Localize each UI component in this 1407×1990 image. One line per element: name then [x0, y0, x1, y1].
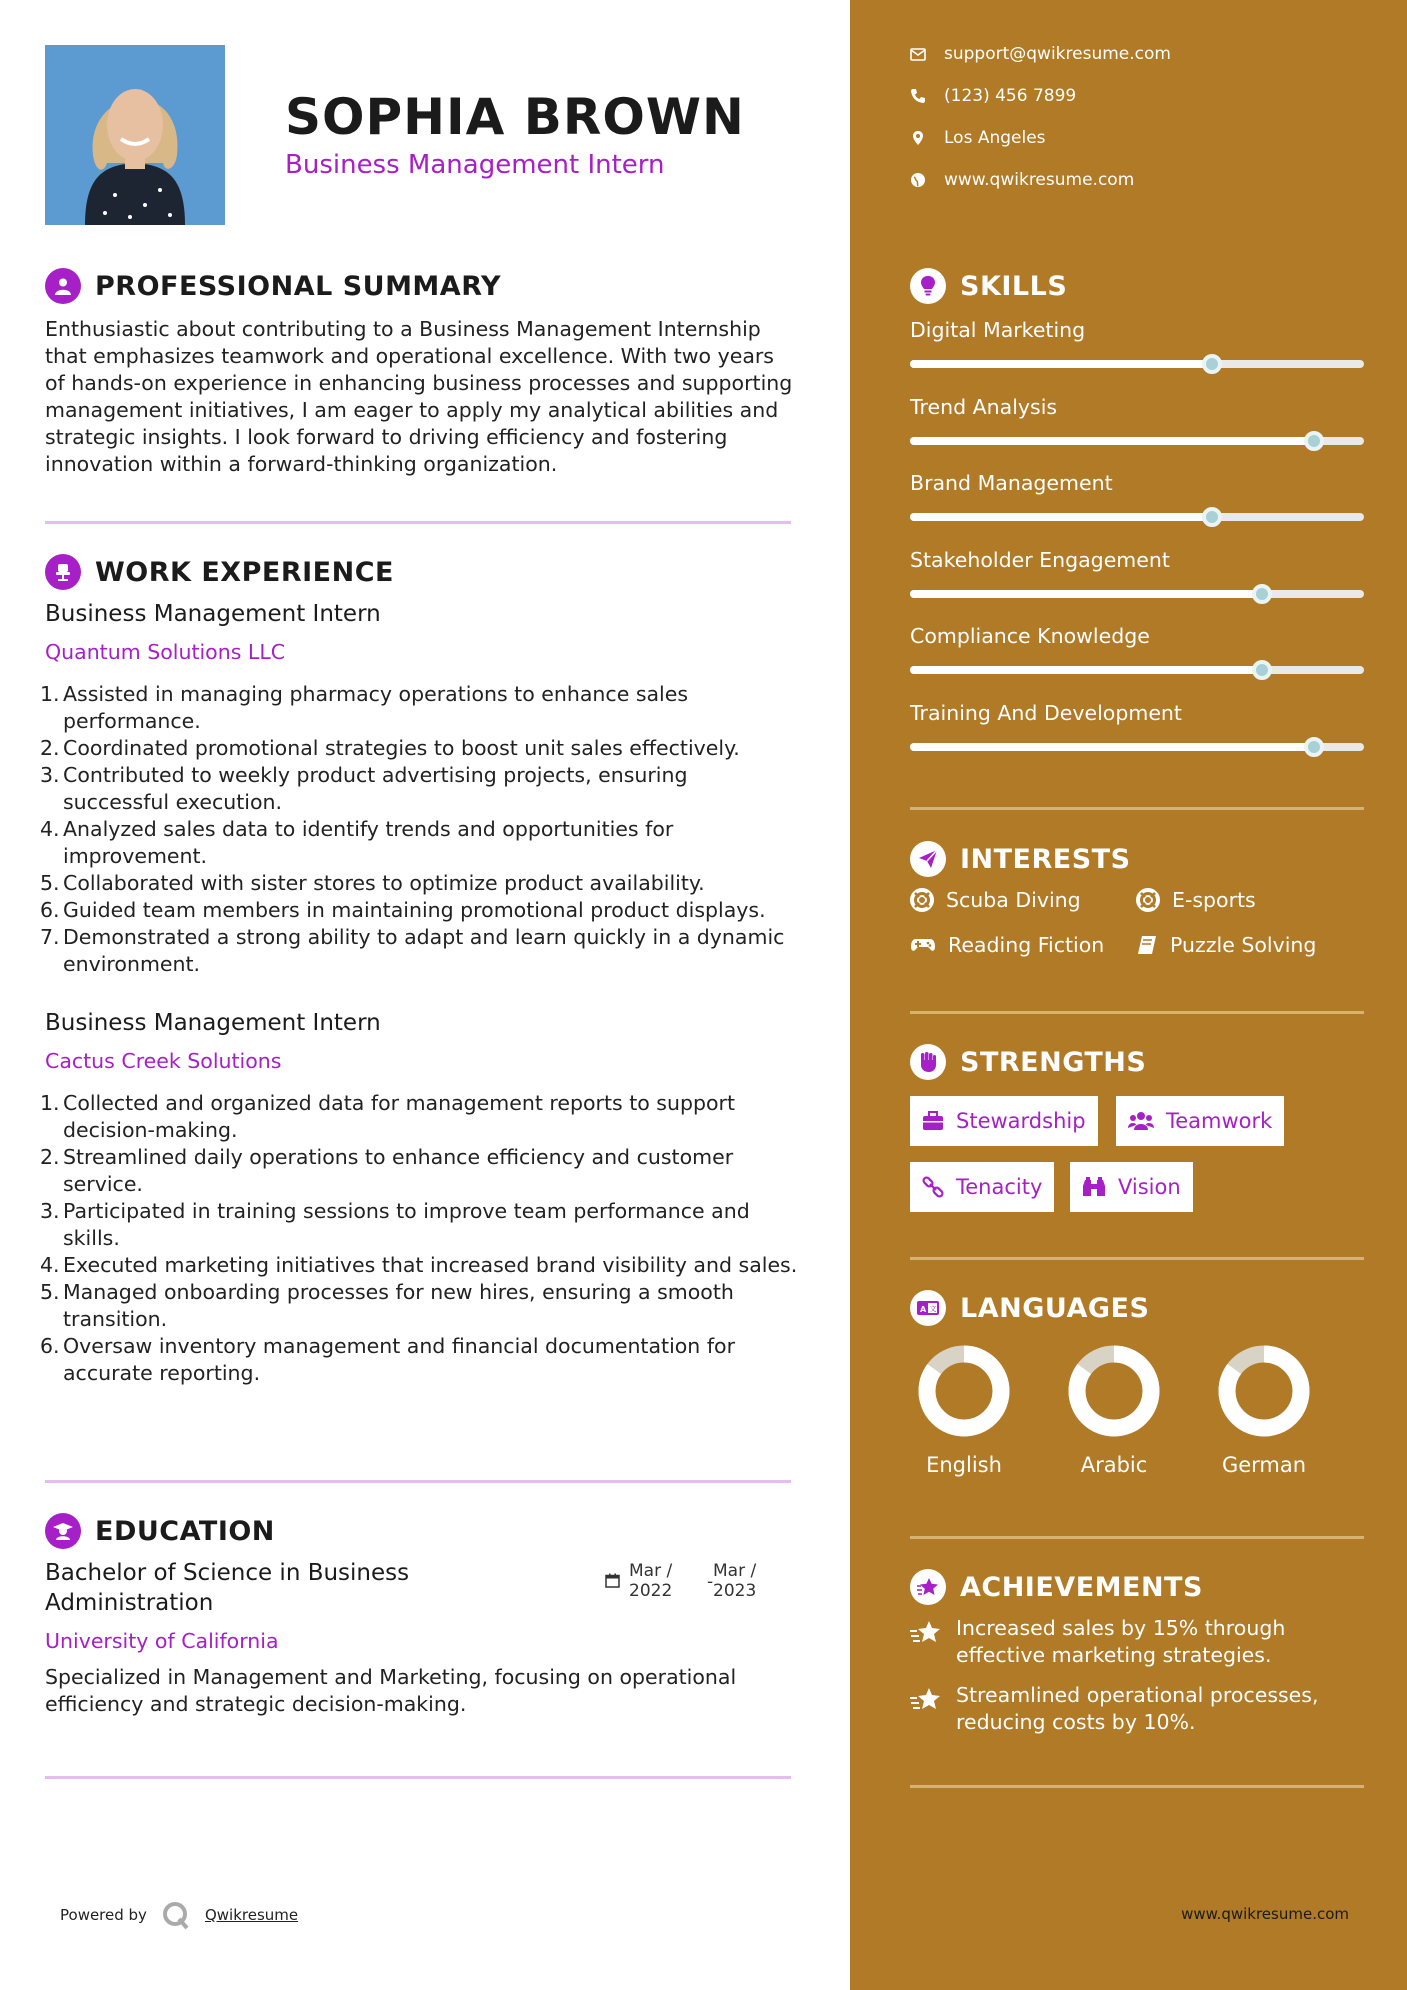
language-name: Arabic — [1080, 1453, 1148, 1477]
briefcase-icon — [922, 1111, 944, 1131]
job-title: Business Management Intern — [45, 1010, 381, 1036]
language-name: German — [1221, 1453, 1307, 1477]
achievement-text: Increased sales by 15% through effective marketing strategies. — [956, 1616, 1286, 1667]
skill-bar-fill — [910, 666, 1262, 674]
paper-plane-icon — [910, 841, 946, 877]
sidebar-divider — [910, 1011, 1364, 1014]
graduation-cap-icon — [45, 1513, 81, 1549]
strength-chip — [910, 1096, 1098, 1146]
list-item: 2. Streamlined daily operations to enhance efficiency and customer service. — [40, 1145, 734, 1196]
qwikresume-logo-icon — [161, 1900, 191, 1930]
job-company: Cactus Creek Solutions — [45, 1049, 282, 1073]
interest-label: Puzzle Solving — [1170, 933, 1317, 957]
skill-bar — [910, 590, 1364, 598]
contact-website — [910, 170, 1134, 190]
language-level-ring — [1066, 1343, 1162, 1439]
languages-heading — [910, 1290, 1149, 1326]
fist-icon — [910, 1044, 946, 1080]
summary-heading — [45, 268, 501, 304]
skill-name: Training And Development — [910, 700, 1182, 725]
language-item — [1214, 1343, 1314, 1477]
list-item: 4. Executed marketing initiatives that increased brand visibility and sales. — [40, 1253, 798, 1277]
chair-icon — [45, 554, 81, 590]
link-icon — [922, 1176, 944, 1198]
edu-date-separator: - — [707, 1572, 714, 1592]
edu-start-date: Mar / 2022 — [629, 1561, 673, 1601]
skill-level-handle — [1202, 507, 1222, 527]
skill-bar-fill — [910, 437, 1314, 445]
list-item: 1. Collected and organized data for management reports to support decision-making. — [40, 1091, 736, 1142]
interest-item — [1136, 888, 1256, 912]
svg-text:A: A — [920, 1305, 927, 1314]
skill-name: Stakeholder Engagement — [910, 547, 1170, 572]
skill-bar — [910, 513, 1364, 521]
school-name: University of California — [45, 1629, 279, 1653]
interests-title: INTERESTS — [960, 843, 1131, 875]
achievement-item — [910, 1615, 1360, 1669]
list-item: 4. Analyzed sales data to identify trends and opportunities for improvement. — [40, 817, 674, 868]
skill-bar — [910, 666, 1364, 674]
globe-icon — [910, 172, 926, 188]
sidebar-divider — [910, 1785, 1364, 1788]
contact-website-text[interactable]: www.qwikresume.com — [944, 170, 1135, 190]
contact-phone — [910, 86, 1076, 106]
achievements-title: ACHIEVEMENTS — [960, 1571, 1203, 1603]
achievement-text: Streamlined operational processes, reducing costs by 10%. — [956, 1683, 1319, 1734]
strength-chip — [1070, 1162, 1193, 1212]
strength-chip — [910, 1162, 1054, 1212]
list-item: 5. Managed onboarding processes for new hires, ensuring a smooth transition. — [40, 1280, 734, 1331]
summary-text: Enthusiastic about contributing to a Business Management Internship that emphasizes teamwork and operational excellence. With two years of hands-on experience in enhancing business processes and supporting management initiatives, I am eager to apply my analytical abilities and strategic insights. I look forward to driving efficiency and fostering innovation within a forward-thinking organization. — [45, 317, 793, 476]
calendar-icon — [605, 1573, 620, 1588]
contact-email — [910, 44, 1171, 64]
strength-label: Stewardship — [956, 1109, 1086, 1133]
interest-label: Reading Fiction — [948, 933, 1105, 957]
section-divider — [45, 1776, 791, 1779]
skills-title: SKILLS — [960, 270, 1068, 302]
phone-icon — [910, 88, 926, 104]
skill-bar-fill — [910, 513, 1212, 521]
interest-label: Scuba Diving — [946, 888, 1081, 912]
list-item: 3. Contributed to weekly product advertising projects, ensuring successful execution. — [40, 763, 688, 814]
list-item: 2. Coordinated promotional strategies to boost unit sales effectively. — [40, 736, 740, 760]
svg-text:文: 文 — [929, 1305, 937, 1313]
strengths-title: STRENGTHS — [960, 1046, 1147, 1078]
skill-bar — [910, 360, 1364, 368]
education-title: EDUCATION — [95, 1515, 275, 1547]
candidate-name: SOPHIA BROWN — [285, 88, 745, 146]
skill-bar — [910, 437, 1364, 445]
skill-level-handle — [1202, 354, 1222, 374]
star-icon — [910, 1619, 942, 1645]
list-item: 5. Collaborated with sister stores to optimize product availability. — [40, 871, 705, 895]
job-title: Business Management Intern — [45, 601, 381, 627]
interest-label: E-sports — [1172, 888, 1256, 912]
interest-item — [1136, 933, 1316, 957]
users-icon — [1128, 1111, 1154, 1131]
star-badge-icon — [910, 1569, 946, 1605]
languages-title: LANGUAGES — [960, 1292, 1150, 1324]
degree-title-cont: Administration — [45, 1590, 214, 1616]
list-item: 6. Oversaw inventory management and financial documentation for accurate reporting. — [40, 1334, 736, 1385]
skill-bar-fill — [910, 743, 1314, 751]
job-duties — [40, 1090, 800, 1387]
skill-name: Compliance Knowledge — [910, 624, 1150, 648]
profile-photo — [45, 45, 225, 225]
list-item: 6. Guided team members in maintaining promotional product displays. — [40, 898, 766, 922]
footer-powered-by — [60, 1900, 298, 1930]
skill-level-handle — [1252, 660, 1272, 680]
job-duties — [40, 681, 800, 978]
skill-name: Trend Analysis — [910, 394, 1058, 419]
skill-bar — [910, 743, 1364, 751]
gamepad-icon — [910, 935, 936, 955]
powered-by-label: Powered by — [60, 1906, 147, 1924]
strengths-heading — [910, 1044, 1146, 1080]
language-name: English — [926, 1453, 1002, 1477]
interest-item — [910, 888, 1081, 912]
skill-level-handle — [1304, 737, 1324, 757]
contact-location-text: Los Angeles — [944, 128, 1046, 148]
skill-level-handle — [1252, 584, 1272, 604]
skill-name: Brand Management — [910, 471, 1113, 495]
binoculars-icon — [1082, 1176, 1106, 1198]
sidebar-divider — [910, 807, 1364, 810]
skill-level-handle — [1304, 431, 1324, 451]
list-item: 7. Demonstrated a strong ability to adapt and learn quickly in a dynamic environment. — [40, 925, 785, 976]
candidate-role: Business Management Intern — [285, 150, 665, 180]
user-icon — [45, 268, 81, 304]
interest-item — [910, 933, 1104, 957]
contact-phone-text[interactable]: (123) 456 7899 — [944, 86, 1077, 106]
skill-bar-fill — [910, 360, 1212, 368]
sidebar-divider — [910, 1257, 1364, 1260]
strength-label: Tenacity — [956, 1175, 1043, 1199]
experience-title: WORK EXPERIENCE — [95, 556, 394, 588]
list-item: 1. Assisted in managing pharmacy operations to enhance sales performance. — [40, 682, 689, 733]
life-ring-icon — [1136, 888, 1160, 912]
footer-website[interactable]: www.qwikresume.com — [1181, 1905, 1349, 1923]
skill-bar-fill — [910, 590, 1262, 598]
section-divider — [45, 521, 791, 524]
contact-location — [910, 128, 1046, 148]
interests-heading — [910, 841, 1131, 877]
strength-label: Vision — [1118, 1175, 1181, 1199]
education-heading — [45, 1513, 275, 1549]
language-item — [914, 1343, 1014, 1477]
language-level-ring — [916, 1343, 1012, 1439]
skills-heading — [910, 268, 1067, 304]
skill-name: Digital Marketing — [910, 318, 1086, 342]
lightbulb-icon — [910, 268, 946, 304]
language-item — [1064, 1343, 1164, 1477]
book-icon — [1136, 934, 1158, 956]
map-pin-icon — [910, 130, 926, 146]
section-divider — [45, 1480, 791, 1483]
life-ring-icon — [910, 888, 934, 912]
job-company: Quantum Solutions LLC — [45, 640, 286, 664]
envelope-icon — [910, 48, 926, 61]
achievements-heading — [910, 1569, 1203, 1605]
experience-heading — [45, 554, 394, 590]
achievement-item — [910, 1682, 1360, 1736]
strength-label: Teamwork — [1166, 1109, 1273, 1133]
degree-title: Bachelor of Science in Business — [45, 1560, 410, 1586]
sidebar-divider — [910, 1536, 1364, 1539]
education-description: Specialized in Management and Marketing, focusing on operational efficiency and strategic decision-making. — [45, 1665, 737, 1716]
star-icon — [910, 1686, 942, 1712]
translate-icon — [910, 1290, 946, 1326]
language-level-ring — [1216, 1343, 1312, 1439]
strength-chip — [1116, 1096, 1284, 1146]
edu-end-date: Mar / 2023 — [713, 1561, 757, 1601]
list-item: 3. Participated in training sessions to improve team performance and skills. — [40, 1199, 750, 1250]
qwikresume-link[interactable]: Qwikresume — [204, 1906, 299, 1924]
summary-title: PROFESSIONAL SUMMARY — [95, 270, 502, 302]
contact-email-text[interactable]: support@qwikresume.com — [944, 44, 1171, 64]
